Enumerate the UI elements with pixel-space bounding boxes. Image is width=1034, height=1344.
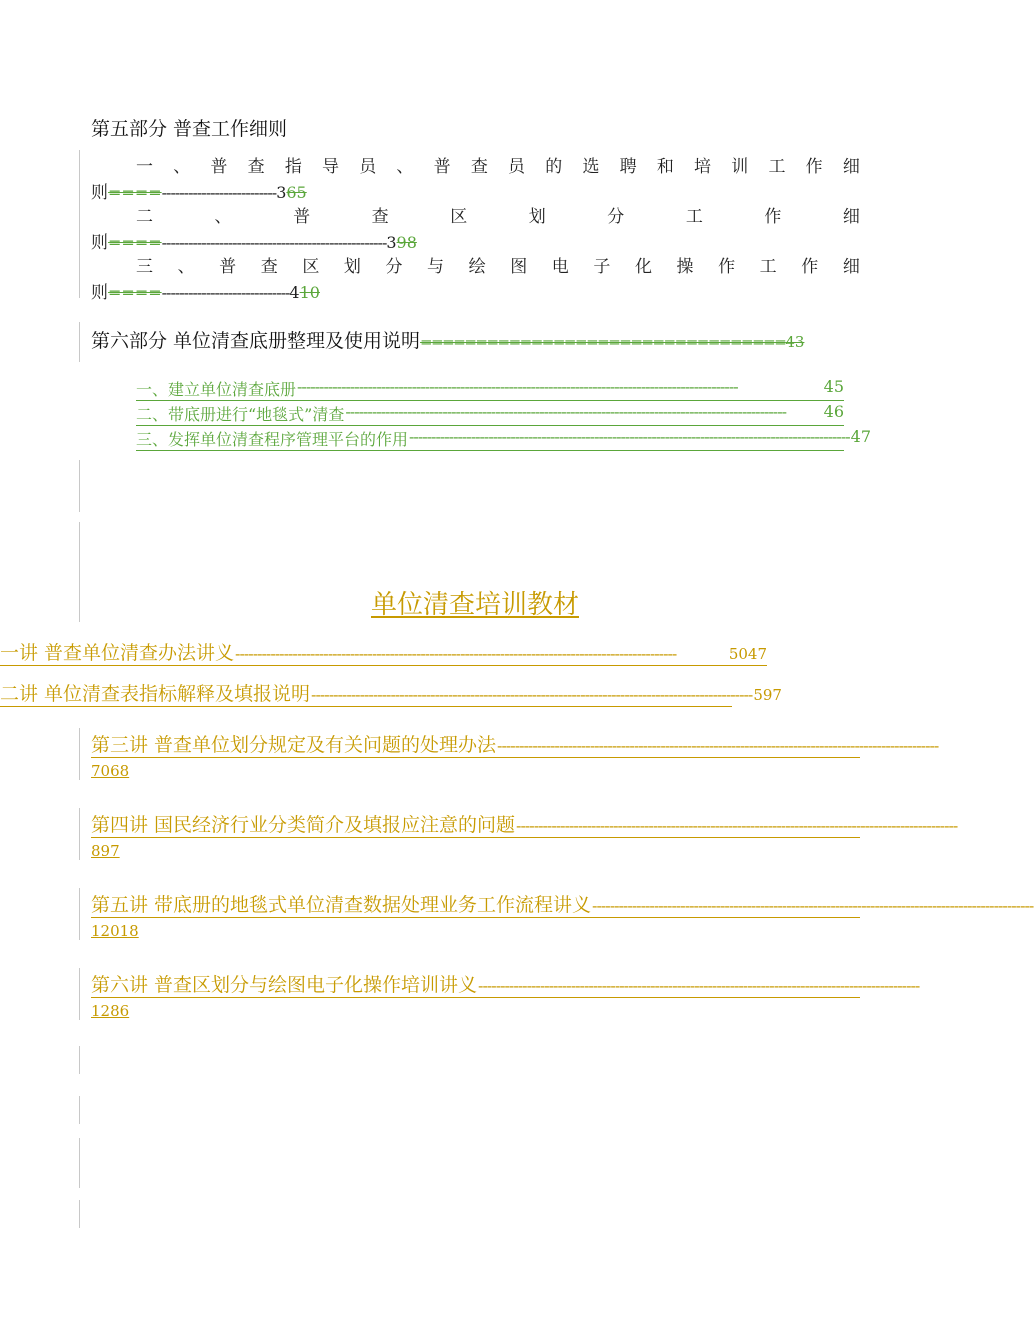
- toc-entry-tail[interactable]: 则====---------------------------------------------------398: [91, 233, 417, 253]
- toc-leader: ----------------------------------------------------------------------------------------------------: [345, 402, 786, 421]
- toc-entry[interactable]: [136, 377, 844, 401]
- lecture-page[interactable]: 897: [91, 842, 120, 860]
- margin-bar: [79, 1138, 80, 1188]
- toc-entry-title: 三、发挥单位清查程序管理平台的作用: [136, 430, 409, 449]
- lecture-title: 第四讲 国民经济行业分类简介及填报应注意的问题: [91, 814, 516, 836]
- toc-entry-page: 47: [850, 427, 871, 446]
- lecture-entry[interactable]: [0, 638, 767, 666]
- toc-leader: ----------------------------------------------------------------------------------------------------: [478, 977, 920, 995]
- lecture-title: 第六讲 普查区划分与绘图电子化操作培训讲义: [91, 974, 478, 996]
- lecture-title: 第五讲 带底册的地毯式单位清查数据处理业务工作流程讲义: [91, 894, 592, 916]
- toc-entry-line[interactable]: 二 、 普 查 区 划 分 工 作 细: [136, 207, 860, 227]
- lecture-title: 一讲 普查单位清查办法讲义: [0, 642, 235, 664]
- lecture-page[interactable]: 1286: [91, 1002, 130, 1020]
- toc-leader: ----------------------------------------------------------------------------------------------------: [592, 897, 1034, 915]
- lecture-entry[interactable]: [91, 730, 939, 758]
- margin-bar: [79, 808, 80, 860]
- margin-bar: [79, 322, 80, 362]
- margin-bar: [79, 1200, 80, 1228]
- lecture-entry[interactable]: [91, 970, 920, 998]
- lecture-page[interactable]: 12018: [91, 922, 139, 940]
- training-title: 单位清查培训教材: [370, 590, 579, 620]
- toc-leader: ----------------------------------------------------------------------------------------------------: [516, 817, 958, 835]
- toc-leader: ----------------------------------------------------------------------------------------------------: [311, 686, 753, 704]
- part6-heading-row[interactable]: [91, 326, 804, 353]
- toc-entry-line[interactable]: 一 、 普 查 指 导 员 、 普 查 员 的 选 聘 和 培 训 工 作 细: [136, 157, 860, 177]
- margin-bar: [79, 888, 80, 940]
- lecture-title: 第三讲 普查单位划分规定及有关问题的处理办法: [91, 734, 497, 756]
- toc-entry-title: 二、带底册进行“地毯式”清查: [136, 405, 345, 424]
- toc-entry-line[interactable]: 三 、 普 查 区 划 分 与 绘 图 电 子 化 操 作 工 作 细: [136, 257, 860, 277]
- toc-leader: ----------------------------------------------------------------------------------------------------: [409, 427, 850, 446]
- part6-heading: 第六部分 单位清查底册整理及使用说明: [91, 330, 421, 352]
- margin-bar: [79, 968, 80, 1020]
- margin-bar: [79, 1046, 80, 1074]
- part6-heading-leader: =================================: [420, 333, 786, 351]
- toc-leader: ----------------------------------------------------------------------------------------------------: [235, 645, 677, 663]
- toc-entry[interactable]: [136, 427, 871, 451]
- margin-bar: [79, 728, 80, 780]
- part5-heading: 第五部分 普查工作细则: [91, 118, 288, 140]
- toc-leader: ----------------------------------------------------------------------------------------------------: [497, 737, 939, 755]
- lecture-title: 二讲 单位清查表指标解释及填报说明: [0, 683, 311, 705]
- toc-entry-page: 45: [823, 377, 844, 396]
- lecture-entry[interactable]: [0, 679, 782, 707]
- toc-entry-tail[interactable]: 则====--------------------------365: [91, 183, 307, 203]
- toc-entry-page: 46: [823, 402, 844, 421]
- toc-entry-tail[interactable]: 则====-----------------------------410: [91, 283, 320, 303]
- toc-leader: ----------------------------------------------------------------------------------------------------: [297, 377, 738, 396]
- part6-heading-page: 43: [785, 333, 805, 351]
- margin-bar: [79, 150, 80, 298]
- margin-bar: [79, 460, 80, 512]
- toc-entry[interactable]: [136, 402, 844, 426]
- lecture-page: 5047: [728, 645, 767, 663]
- lecture-entry[interactable]: [91, 810, 958, 838]
- lecture-page[interactable]: 7068: [91, 762, 130, 780]
- lecture-page: 597: [753, 686, 782, 704]
- margin-bar: [79, 1096, 80, 1124]
- toc-entry-title: 一、建立单位清查底册: [136, 380, 297, 399]
- lecture-entry[interactable]: [91, 890, 1034, 918]
